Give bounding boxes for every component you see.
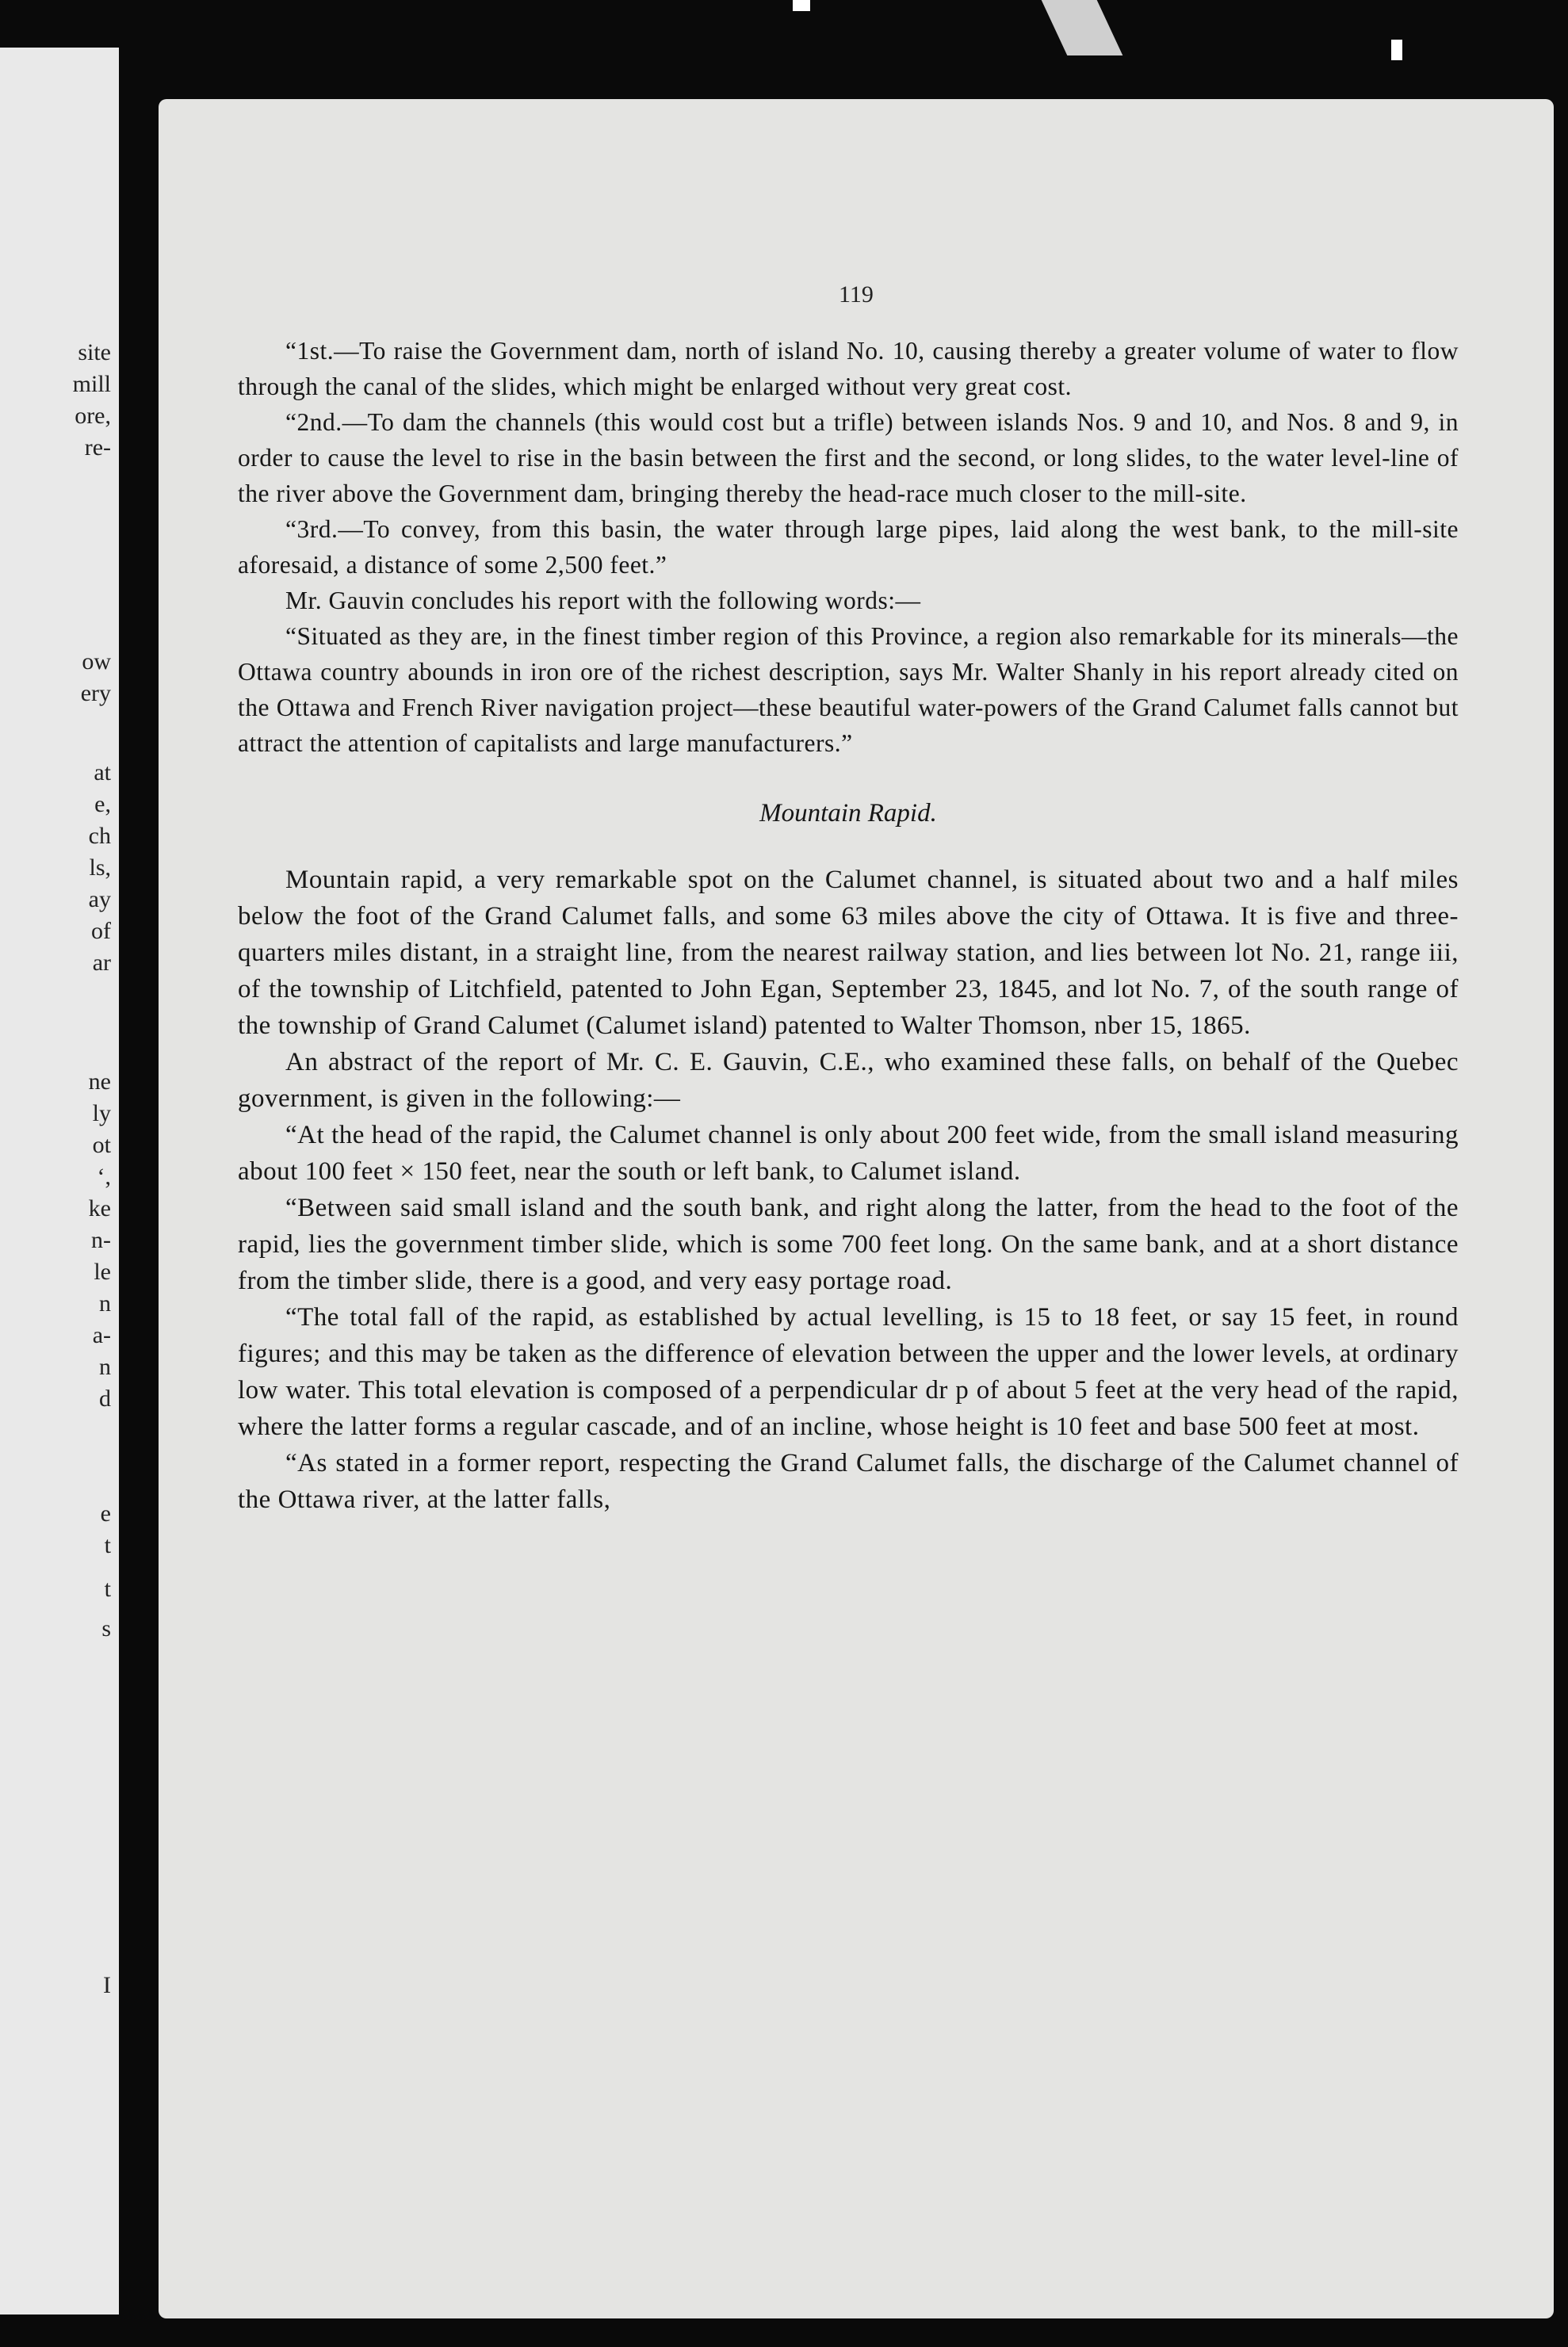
margin-fragment: of: [91, 918, 111, 944]
margin-fragment: ne: [88, 1068, 111, 1095]
margin-fragment: site: [78, 339, 111, 365]
paragraph: “At the head of the rapid, the Calumet channel is only about 200 feet wide, from the small island measuring about 100 feet × 150 feet, near the south or left bank, to Calumet island.: [238, 1121, 1459, 1186]
paragraph: “1st.—To raise the Government dam, north of island No. 10, causing thereby a greater volume of water to flow through the canal of the slides, which might be enlarged without very great cost.: [238, 337, 1459, 400]
section-heading: Mountain Rapid.: [759, 799, 937, 828]
margin-fragment: at: [94, 759, 111, 786]
scan-artifact: [1391, 40, 1402, 60]
adjacent-page-edge: [0, 48, 119, 2315]
margin-fragment: I: [103, 1972, 111, 1998]
margin-fragment: n: [99, 1290, 111, 1317]
paragraph: An abstract of the report of Mr. C. E. Gauvin, C.E., who examined these falls, on behalf of the Quebec government, is given in the following:—: [238, 1048, 1459, 1113]
page-body: [238, 333, 1459, 1518]
paragraph: “2nd.—To dam the channels (this would cost but a trifle) between islands Nos. 9 and 10, and Nos. 8 and 9, in order to cause the level to rise in the basin between the first and the second, or long slides, to the water level-line of the river above the Government dam, bringing thereby the head-race much closer to the mill-site.: [238, 408, 1459, 507]
scan-artifact: [1042, 0, 1123, 55]
margin-fragment: ery: [80, 680, 111, 706]
margin-fragment: ls,: [89, 854, 111, 881]
margin-fragment: le: [94, 1259, 111, 1285]
margin-fragment: re-: [84, 434, 111, 461]
margin-fragment: ay: [88, 886, 111, 912]
paragraph: Mountain rapid, a very remarkable spot on the Calumet channel, is situated about two and a half miles below the foot of the Grand Calumet falls, and some 63 miles above the city of Ottawa. It is five and three-quarters miles distant, in a straight line, from the nearest railway station, and lies between lot No. 21, range iii, of the township of Litchfield, patented to John Egan, September 23, 1845, and lot No. 7, of the south range of the township of Grand Calumet (Calumet island) patented to Walter Thomson, nber 15, 1865.: [238, 866, 1459, 1040]
margin-fragment: t: [104, 1532, 111, 1558]
margin-fragment: e,: [94, 791, 111, 817]
margin-fragment: n-: [91, 1227, 111, 1253]
paragraph: “The total fall of the rapid, as established by actual levelling, is 15 to 18 feet, or say 15 feet, in round figures; and this may be taken as the difference of elevation between the upper and the lower levels, at ordinary low water. This total elevation is composed of a perpendicular dr p of about 5 feet at the very head of the rapid, where the latter forms a regular cascade, and of an incline, whose height is 10 feet and base 500 feet at most.: [238, 1303, 1459, 1441]
paragraph: Mr. Gauvin concludes his report with the following words:—: [285, 587, 921, 614]
margin-fragment: n: [99, 1354, 111, 1380]
margin-fragment: t: [104, 1576, 111, 1602]
paragraph: “Situated as they are, in the finest timber region of this Province, a region also remarkable for its minerals—the Ottawa country abounds in iron ore of the richest description, says Mr. Walter Shanly in his report already cited on the Ottawa and French River navigation project—these beautiful water-powers of the Grand Calumet falls cannot but attract the attention of capitalists and large manufacturers.”: [238, 622, 1459, 757]
paragraph: “Between said small island and the south bank, and right along the latter, from the head to the foot of the rapid, lies the government timber slide, which is some 700 feet long. On the same bank, and at a short distance from the timber slide, there is a good, and very easy portage road.: [238, 1194, 1459, 1295]
margin-fragment: ch: [88, 823, 111, 849]
margin-fragment: s: [101, 1615, 111, 1642]
margin-fragment: a-: [92, 1322, 111, 1348]
margin-fragment: ‘,: [97, 1164, 111, 1190]
margin-fragment: ot: [92, 1132, 111, 1158]
paragraph: “As stated in a former report, respecting the Grand Calumet falls, the discharge of the Calumet channel of the Ottawa river, at the latter falls,: [238, 1449, 1459, 1514]
margin-fragment: d: [99, 1386, 111, 1412]
page-number: 119: [839, 281, 874, 308]
margin-fragment: mill: [72, 371, 111, 397]
margin-fragment: ly: [92, 1100, 111, 1126]
paragraph: “3rd.—To convey, from this basin, the water through large pipes, laid along the west bank, to the mill-site aforesaid, a distance of some 2,500 feet.”: [238, 515, 1459, 579]
scan-artifact: [793, 0, 810, 11]
margin-fragment: ke: [88, 1195, 111, 1221]
margin-fragment: e: [100, 1500, 111, 1527]
margin-fragment: ar: [92, 950, 111, 976]
margin-fragment: ore,: [75, 403, 111, 429]
margin-fragment: ow: [82, 648, 111, 675]
book-page: [159, 99, 1554, 2318]
